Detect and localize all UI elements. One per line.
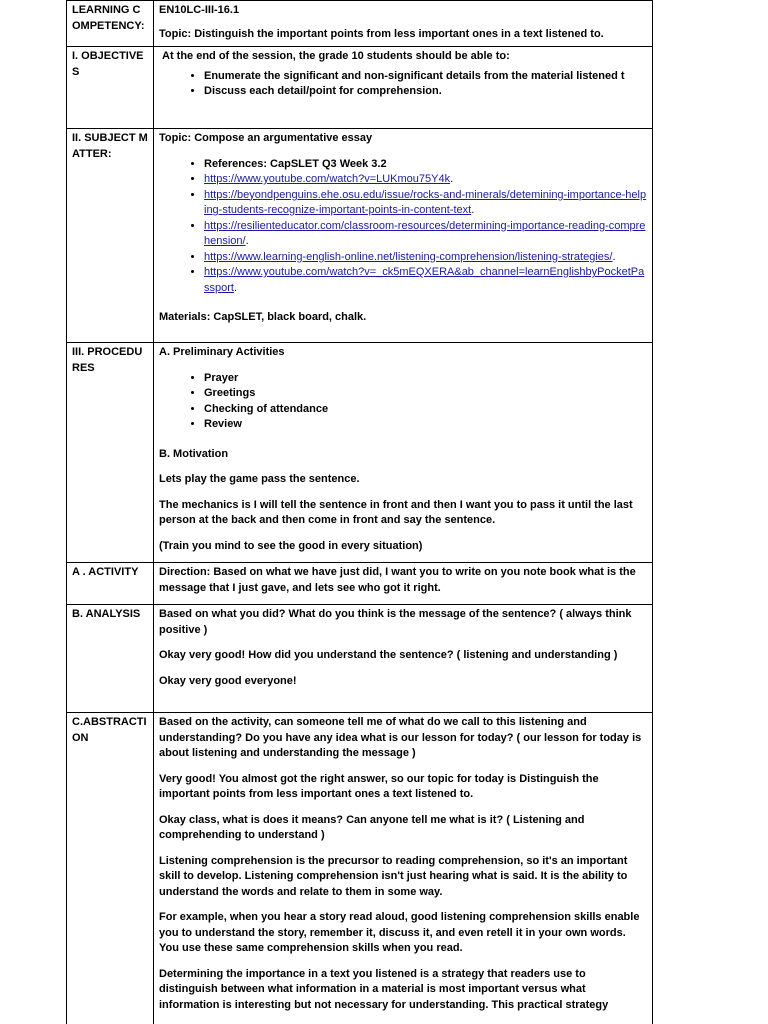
competency-code: EN10LC-III-16.1 [159,4,240,16]
abstraction-p4: Listening comprehension is the precursor to reading comprehension, so it's an important skill to develop. Listening comprehension isn't just hearing what is said. It is the ability to understand the words and relate to them in some way. [159,854,628,898]
abstraction-p3: Okay class, what is does it means? Can anyone tell me what is it? ( Listening and comprehending to understand ) [159,813,585,841]
analysis-p3: Okay very good everyone! [159,674,297,687]
objectives-row [67,47,653,129]
reference-link[interactable]: https://resilienteducator.com/classroom-resources/determining-importance-reading-comprehension/ [204,219,646,247]
preliminary-item: • Review [204,417,647,433]
subject-matter-label: II. SUBJECT MATTER: [67,129,154,343]
analysis-p2: Okay very good! How did you understand the sentence? ( listening and understanding ) [159,649,618,661]
objectives-content [154,47,653,129]
preliminary-list [159,371,647,433]
analysis-row [67,605,653,713]
materials: Materials: CapSLET, black board, chalk. [159,311,367,323]
reference-link-item: • https://resilienteducator.com/classroom-resources/determining-importance-reading-comprehension/. [204,219,647,250]
motivation-p3: (Train you mind to see the good in every situation) [159,539,423,552]
competency-label: LEARNING COMPETENCY: [67,1,154,47]
abstraction-p1: Based on the activity, can someone tell me of what do we call to this listening and understanding? Do you have any idea what is our lesson for today? ( our lesson for today is about listening and understanding the message ) [159,716,642,759]
competency-topic: Topic: Distinguish the important points from less important ones in a text listened to. [159,27,604,40]
reference-link-item: • https://www.learning-english-online.net/listening-comprehension/listening-strategies/. [204,250,647,266]
objectives-list [159,69,647,100]
activity-label: A . ACTIVITY [67,563,154,605]
abstraction-p6: Determining the importance in a text you listened is a strategy that readers use to distinguish between what information in a material is most important versus what information is interesting but not necessary for understanding. This practical strategy [159,967,609,1011]
reference-link[interactable]: https://www.youtube.com/watch?v=_ck5mEQXERA&ab_channel=learnEnglishbyPocketPassport [204,266,645,294]
analysis-p1: Based on what you did? What do you think is the message of the sentence? ( always think positive ) [159,608,632,636]
motivation-p1: Lets play the game pass the sentence. [159,473,360,485]
motivation-heading: B. Motivation [159,447,229,460]
subject-matter-row [67,129,653,343]
subject-topic: Topic: Compose an argumentative essay [159,132,373,144]
objective-item: • Discuss each detail/point for comprehension. [204,84,647,100]
preliminary-item: • Greetings [204,386,647,402]
reference-link[interactable]: https://www.learning-english-online.net/listening-comprehension/listening-strategies/ [204,250,613,263]
abstraction-label: C.ABSTRACTION [67,713,154,1024]
abstraction-row [67,713,653,1024]
competency-row [67,1,653,47]
analysis-label: B. ANALYSIS [67,605,154,713]
objectives-label: I. OBJECTIVES [67,47,154,129]
reference-link[interactable]: https://www.youtube.com/watch?v=LUKmou75Y4k [204,173,451,185]
preliminary-item: • Prayer [204,371,647,387]
activity-row [67,563,653,605]
abstraction-content [154,713,653,1024]
abstraction-p2: Very good! You almost got the right answer, so our topic for today is Distinguish the important points from less important ones a text listened to. [159,772,599,800]
reference-link-item: • https://www.youtube.com/watch?v=_ck5mEQXERA&ab_channel=learnEnglishbyPocketPassport. [204,265,647,296]
preliminary-item: • Checking of attendance [204,402,647,418]
reference-list [159,157,647,297]
analysis-content [154,605,653,713]
subject-matter-content [154,129,653,343]
reference-link-item: • https://www.youtube.com/watch?v=LUKmou75Y4k. [204,172,647,188]
preliminary-heading: A. Preliminary Activities [159,346,285,358]
abstraction-p5: For example, when you hear a story read aloud, good listening comprehension skills enable you to understand the story, remember it, discuss it, and even retell it in your own words. You use these same comprehension skills when you read. [159,911,640,954]
reference-link[interactable]: https://beyondpenguins.ehe.osu.edu/issue/rocks-and-minerals/detemining-importance-helping-students-recognize-important-points-in-content-text [204,188,647,216]
objective-item: • Enumerate the significant and non-significant details from the material listened t [204,69,647,85]
objectives-intro: At the end of the session, the grade 10 students should be able to: [162,50,510,62]
motivation-p2: The mechanics is I will tell the sentence in front and then I want you to pass it until the last person at the back and then come in front and say the sentence. [159,498,633,526]
procedures-content [154,343,653,563]
procedures-row [67,343,653,563]
procedures-label: III. PROCEDURES [67,343,154,563]
references-item: • References: CapSLET Q3 Week 3.2 [204,157,647,173]
reference-link-item: • https://beyondpenguins.ehe.osu.edu/issue/rocks-and-minerals/detemining-importance-helping-students-recognize-important-points-in-content-text. [204,188,647,219]
competency-content [154,1,653,47]
activity-text: Direction: Based on what we have just did, I want you to write on you note book what is the message that I just gave, and lets see who got it right. [154,563,653,605]
lesson-plan-table [66,0,653,1024]
